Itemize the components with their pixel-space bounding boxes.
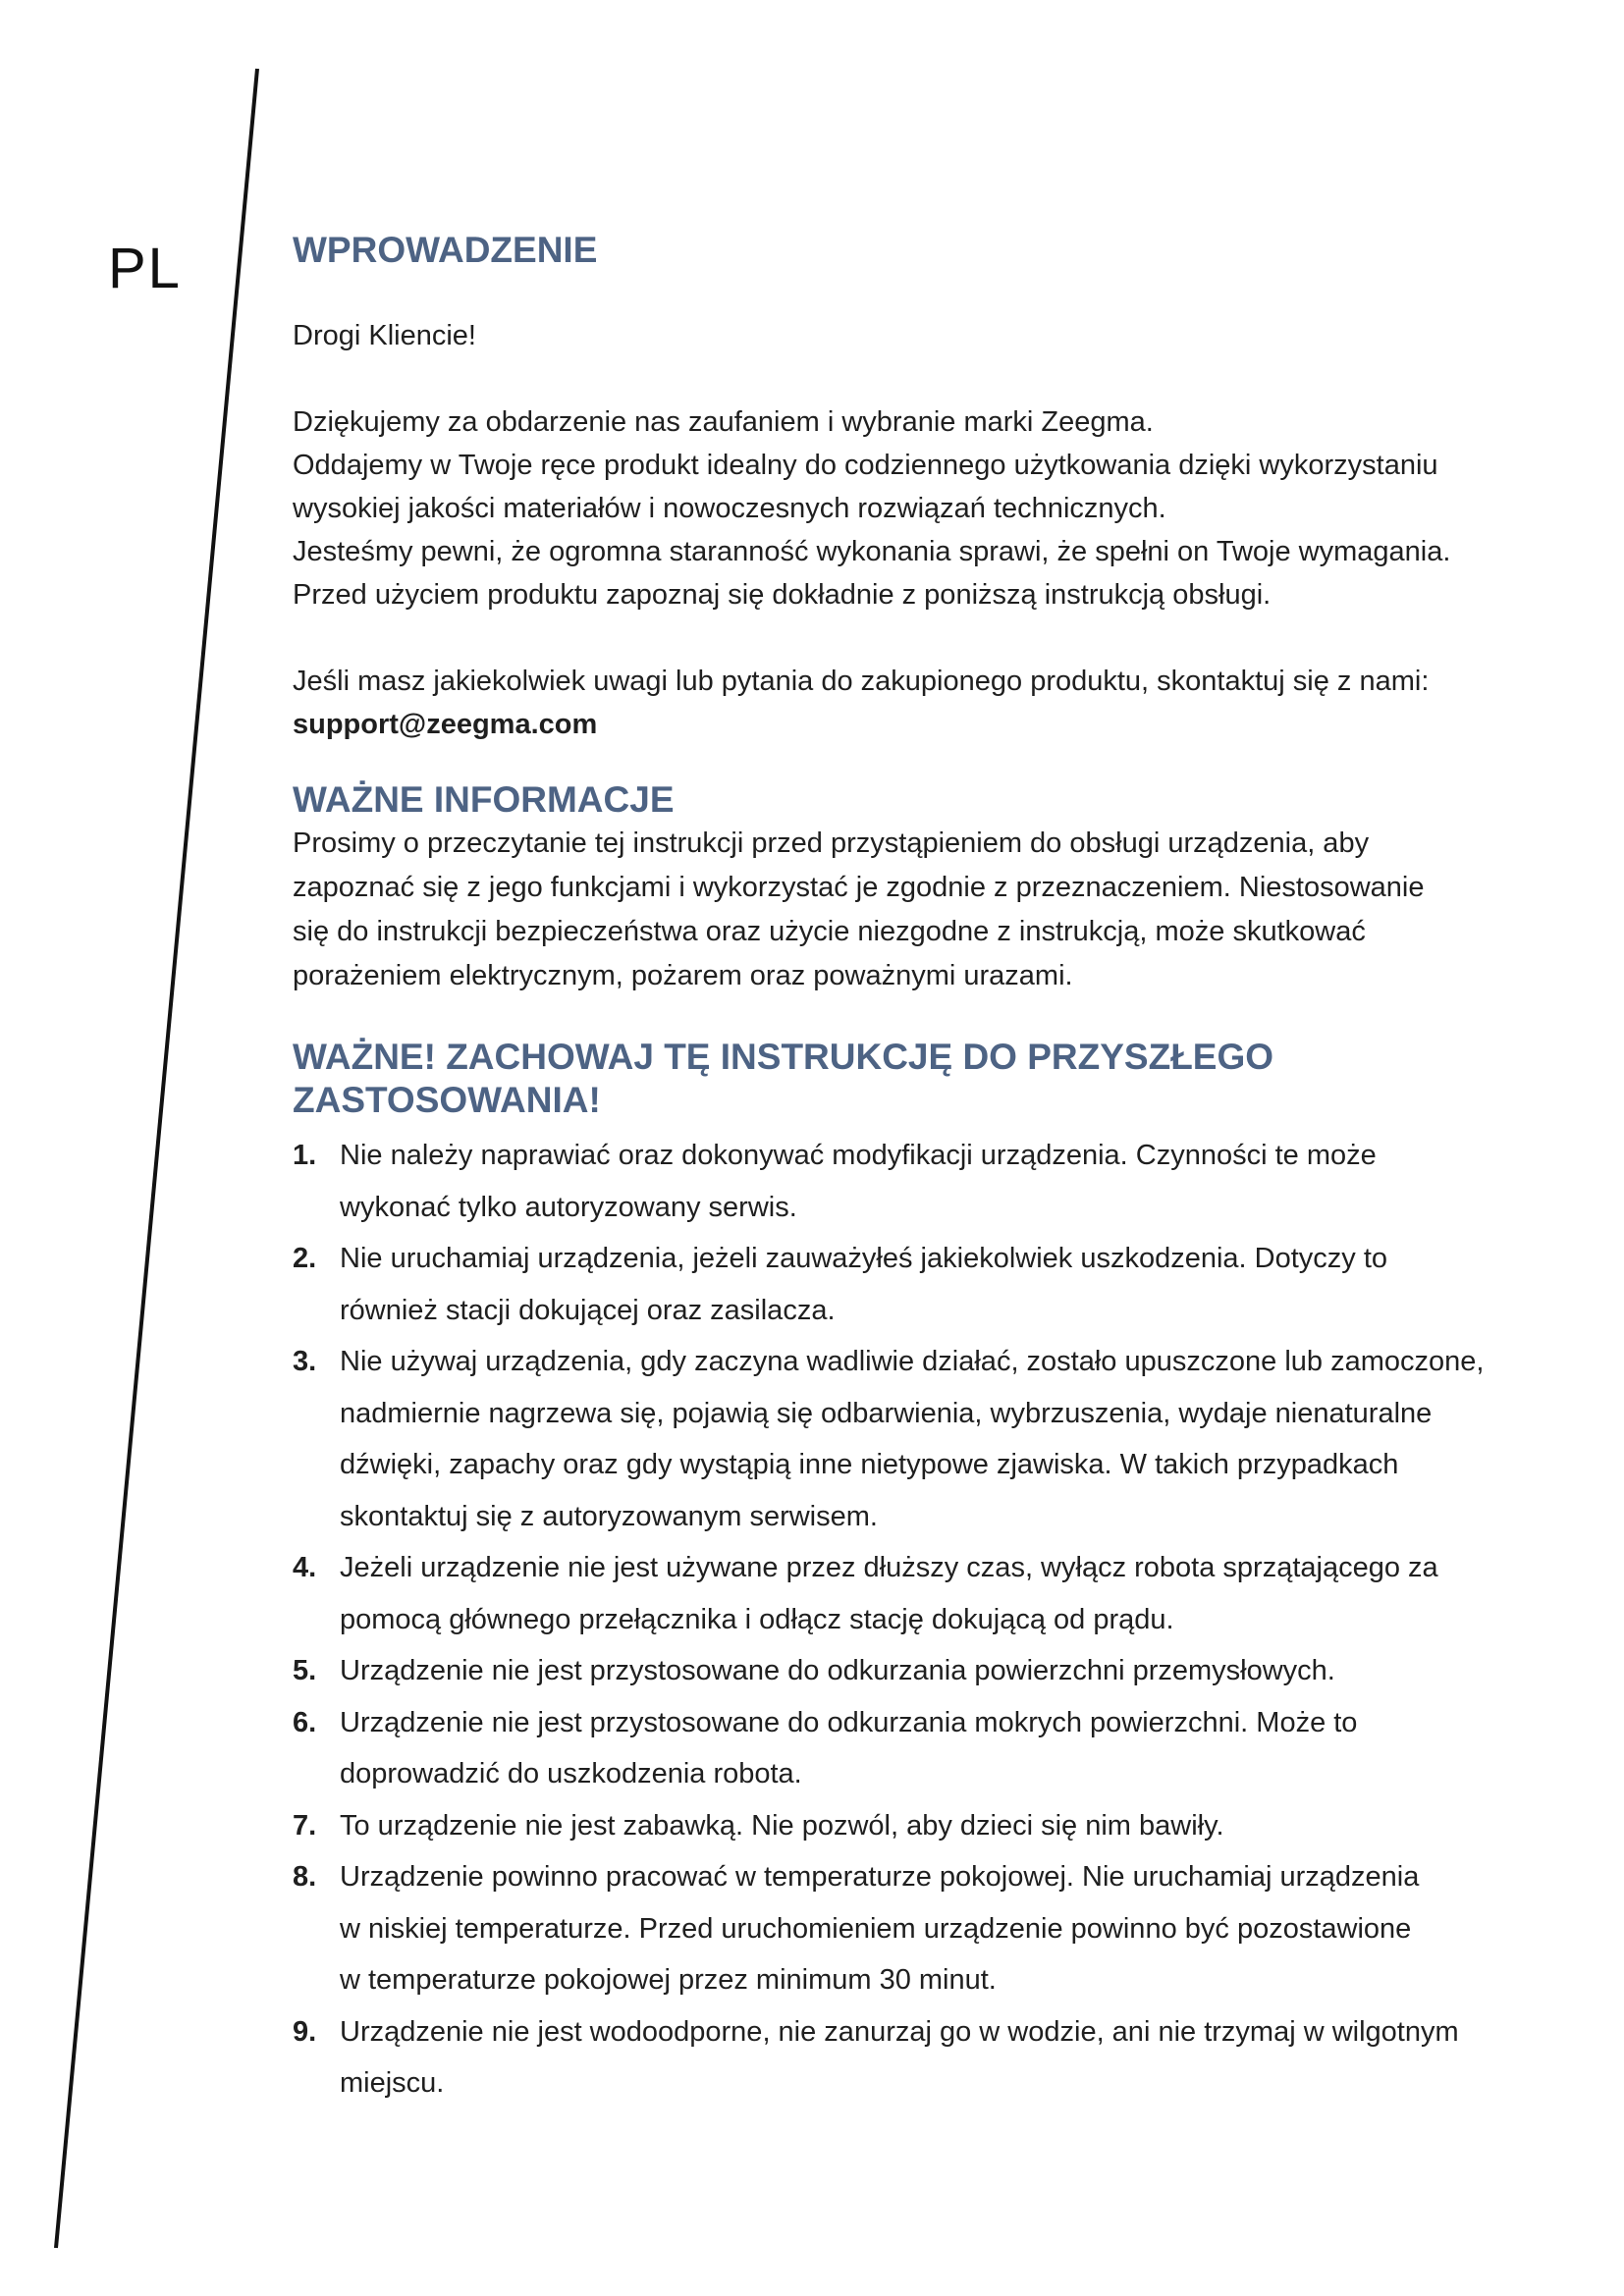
greeting: Drogi Kliencie! xyxy=(293,320,476,351)
list-item xyxy=(293,1130,1540,1233)
intro-line: Dziękujemy za obdarzenie nas zaufaniem i wybranie marki Zeegma. xyxy=(293,406,1154,438)
contact-text: Jeśli masz jakiekolwiek uwagi lub pytania do zakupionego produktu, skontaktuj się z nami: xyxy=(293,666,1430,697)
intro-line: Jesteśmy pewni, że ogromna staranność wykonania sprawi, że spełni on Twoje wymagania. xyxy=(293,536,1451,567)
list-item-line: w niskiej temperaturze. Przed uruchomieniem urządzenie powinno być pozostawione xyxy=(340,1912,1412,1945)
list-item-text xyxy=(340,1542,1540,1645)
list-item-text xyxy=(340,1851,1540,2006)
list-item-text xyxy=(340,2006,1540,2109)
list-item-text xyxy=(340,1697,1540,1800)
important-info-line: się do instrukcji bezpieczeństwa oraz użycie niezgodne z instrukcją, może skutkować xyxy=(293,916,1366,947)
list-item-line: nadmiernie nagrzewa się, pojawią się odbarwienia, wybrzuszenia, wydaje nienaturalne xyxy=(340,1397,1433,1429)
list-item-line: Nie używaj urządzenia, gdy zaczyna wadliwie działać, zostało upuszczone lub zamoczone, xyxy=(340,1346,1485,1377)
list-item-line: skontaktuj się z autoryzowanym serwisem. xyxy=(340,1500,878,1532)
safety-rules-list xyxy=(293,1130,1540,2109)
list-item-line: również stacji dokującej oraz zasilacza. xyxy=(340,1294,836,1326)
list-item-number: 1. xyxy=(293,1140,317,1171)
list-item-number: 5. xyxy=(293,1655,317,1686)
list-item-number: 9. xyxy=(293,2015,317,2048)
intro-line: Przed użyciem produktu zapoznaj się dokładnie z poniższą instrukcją obsługi. xyxy=(293,579,1272,611)
list-item-number: 2. xyxy=(293,1243,317,1274)
list-item xyxy=(293,2006,1540,2109)
intro-heading: WPROWADZENIE xyxy=(293,230,598,270)
list-item xyxy=(293,1233,1540,1336)
contact-paragraph xyxy=(293,660,1540,746)
list-item-text xyxy=(340,1233,1540,1336)
list-item-line: Urządzenie nie jest przystosowane do odkurzania mokrych powierzchni. Może to xyxy=(340,1706,1358,1738)
intro-line: wysokiej jakości materiałów i nowoczesnych rozwiązań technicznych. xyxy=(293,493,1166,524)
list-item-line: pomocą głównego przełącznika i odłącz stację dokującą od prądu. xyxy=(340,1603,1174,1635)
list-item-line: Nie należy naprawiać oraz dokonywać modyfikacji urządzenia. Czynności te może xyxy=(340,1140,1377,1171)
list-item-line: Urządzenie powinno pracować w temperaturze pokojowej. Nie uruchamiaj urządzenia xyxy=(340,1861,1420,1893)
list-item-line: miejscu. xyxy=(340,2067,445,2099)
intro-line: Oddajemy w Twoje ręce produkt idealny do codziennego użytkowania dzięki wykorzystaniu xyxy=(293,450,1438,481)
important-info-line: Prosimy o przeczytanie tej instrukcji przed przystąpieniem do obsługi urządzenia, aby xyxy=(293,828,1370,859)
list-item-line: w temperaturze pokojowej przez minimum 30 minut. xyxy=(340,1964,997,1996)
list-item-line: Urządzenie nie jest przystosowane do odkurzania powierzchni przemysłowych. xyxy=(340,1655,1335,1686)
list-item xyxy=(293,1851,1540,2006)
list-item-line: Jeżeli urządzenie nie jest używane przez dłuższy czas, wyłącz robota sprzątającego za xyxy=(340,1552,1438,1583)
important-info-heading: WAŻNE INFORMACJE xyxy=(293,779,675,820)
list-item-number: 8. xyxy=(293,1861,317,1893)
intro-paragraph xyxy=(293,400,1540,616)
list-item-line: Urządzenie nie jest wodoodporne, nie zanurzaj go w wodzie, ani nie trzymaj w wilgotnym xyxy=(340,2015,1459,2048)
list-item-number: 7. xyxy=(293,1809,317,1842)
language-code: PL xyxy=(108,237,182,300)
important-info-paragraph xyxy=(293,822,1540,998)
list-item xyxy=(293,1800,1540,1852)
content-column xyxy=(293,224,1540,2109)
important-info-line: porażeniem elektrycznym, pożarem oraz poważnymi urazami. xyxy=(293,960,1073,991)
list-item-text xyxy=(340,1645,1540,1697)
list-item-line: Nie uruchamiaj urządzenia, jeżeli zauważyłeś jakiekolwiek uszkodzenia. Dotyczy to xyxy=(340,1243,1388,1274)
keep-instructions-heading-line: WAŻNE! ZACHOWAJ TĘ INSTRUKCJĘ DO PRZYSZŁEGO xyxy=(293,1037,1274,1077)
list-item-line: wykonać tylko autoryzowany serwis. xyxy=(340,1191,797,1223)
list-item xyxy=(293,1645,1540,1697)
list-item-line: dźwięki, zapachy oraz gdy wystąpią inne nietypowe zjawiska. W takich przypadkach xyxy=(340,1449,1399,1480)
list-item-number: 3. xyxy=(293,1346,317,1377)
keep-instructions-heading xyxy=(293,1036,1540,1122)
list-item-number: 6. xyxy=(293,1706,317,1738)
list-item-text xyxy=(340,1130,1540,1233)
list-item xyxy=(293,1697,1540,1800)
list-item-text xyxy=(340,1336,1540,1542)
list-item-line: doprowadzić do uszkodzenia robota. xyxy=(340,1758,802,1789)
list-item xyxy=(293,1542,1540,1645)
important-info-line: zapoznać się z jego funkcjami i wykorzystać je zgodnie z przeznaczeniem. Niestosowanie xyxy=(293,872,1425,903)
list-item-number: 4. xyxy=(293,1552,317,1583)
list-item-text xyxy=(340,1800,1540,1852)
list-item xyxy=(293,1336,1540,1542)
list-item-line: To urządzenie nie jest zabawką. Nie pozwól, aby dzieci się nim bawiły. xyxy=(340,1809,1224,1842)
keep-instructions-heading-line: ZASTOSOWANIA! xyxy=(293,1080,601,1120)
support-email-link[interactable]: support@zeegma.com xyxy=(293,709,598,740)
